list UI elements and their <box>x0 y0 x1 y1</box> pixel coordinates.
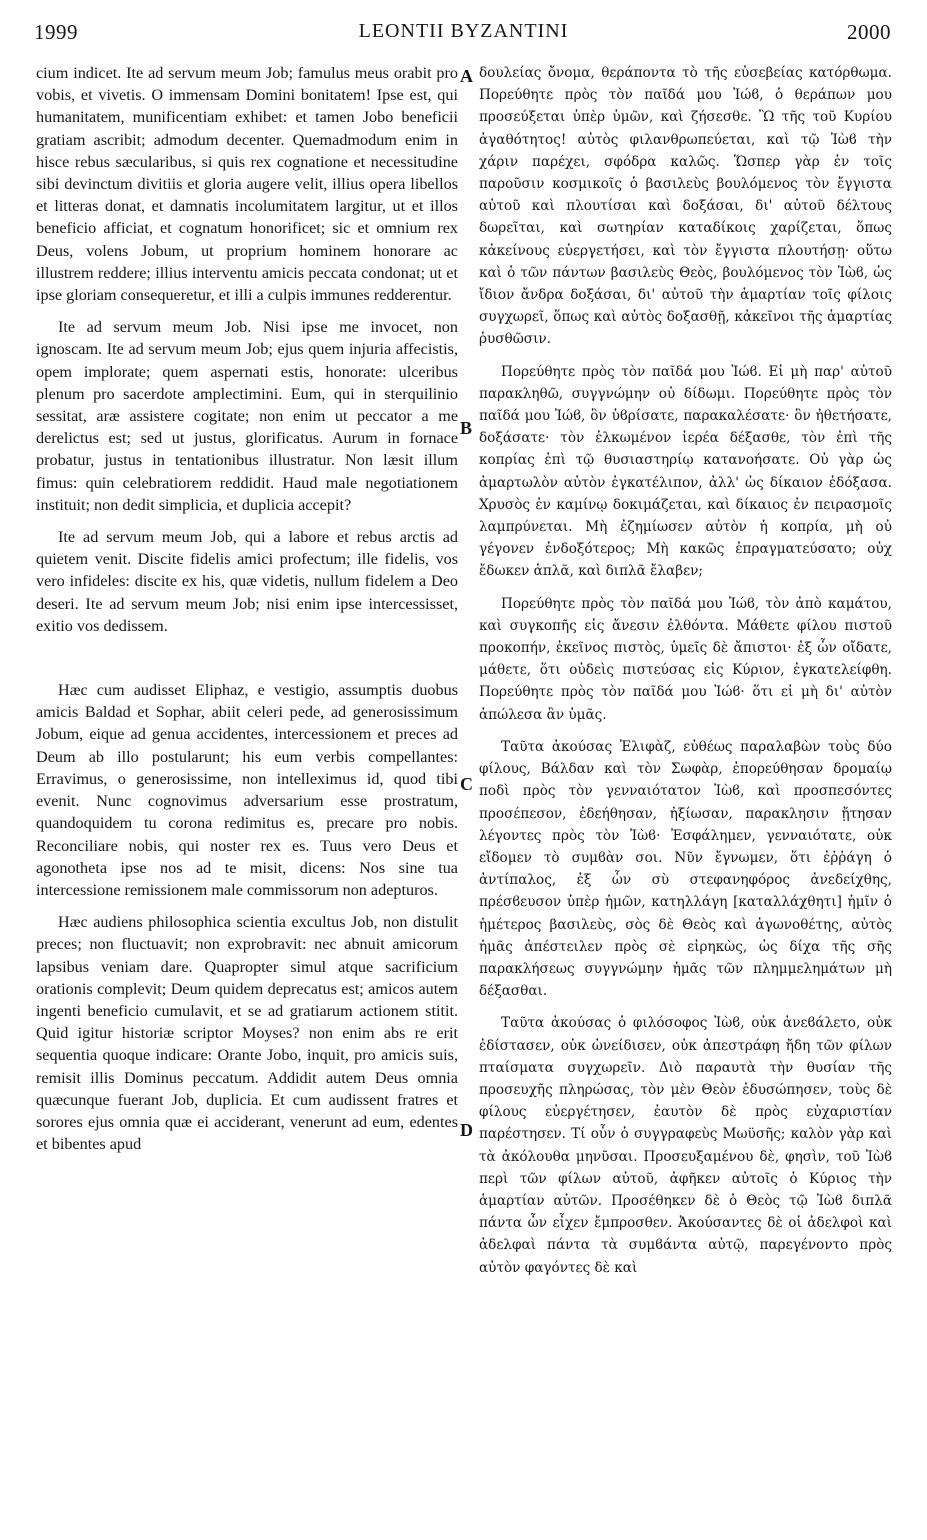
greek-paragraph: δουλείας ὄνομα, θεράποντα τὸ τῆς εὐσεβείας κατόρθωμα. Πορεύθητε πρὸς τὸν παῖδά μου Ἰώϐ, ὁ θεράπων μου προσεύξεται ὑπὲρ ὑμῶν, καὶ ζήσεσθε. Ὢ τῆς τοῦ Κυρίου ἀγαθότητος! αὐτὸς φιλανθρωπεύεται, καὶ τῷ Ἰὼϐ τὴν χάριν παρέχει, σφόδρα καλῶς. Ὥσπερ γὰρ ἐν τοῖς παροῦσιν κοσμικοῖς ὁ βασιλεὺς βουλόμενος τὸν ἔγγιστα αὐτοῦ καὶ πλουτίσαι καὶ δοξάσαι, δι' αὐτοῦ δέλτους δωρεῖται, καὶ σωτηρίαν καταδίκοις χαρίζεται, ὅπως κἀκείνους εὐεργετήσει, καὶ τὸν ἔγγιστα πλουτήσῃ· οὕτω καὶ ὁ τῶν πάντων βασιλεὺς Θεὸς, βουλόμενος τὸν Ἰὼϐ, ὡς ἴδιον ἄνδρα δοξάσαι, δι' αὐτοῦ τὴν ἁμαρτίαν τοῖς φίλοις συγχωρεῖ, ὅπως καὶ αὐτὸς δοξασθῇ, κἀκεῖνοι τῆς ἁμαρτίας ῥυσθῶσιν. <box>479 65 892 348</box>
column-number-right: 2000 <box>847 20 891 44</box>
greek-paragraph: Ταῦτα ἀκούσας ὁ φιλόσοφος Ἰὼϐ, οὐκ ἀνεϐάλετο, οὐκ ἐδίστασεν, οὐκ ὠνείδισεν, οὐκ ἀπεστράφη ἤδη τῶν φίλων πταίσματα συγχωρεῖν. Διὸ παραυτὰ τὴν θυσίαν τῆς προσευχῆς πληρώσας, τὸν μὲν Θεὸν ἐδυσώπησεν, τοὺς δὲ φίλους εὐεργέτησεν, ἑαυτὸν δὲ πρὸς εὐχαριστίαν παρέστησεν. Τί οὖν ὁ συγγραφεὺς Μωϋσῆς; καλὸν γὰρ καὶ τὰ ἀκόλουθα μηνῦσαι. Προσευξαμένου δὲ, φησὶν, τοῦ Ἰὼϐ περὶ τῶν φίλων αὐτοῦ, ἀφῆκεν αὐτοῖς ὁ Κύριος τὴν ἁμαρτίαν αὐτῶν. Προσέθηκεν δὲ ὁ Θεὸς τῷ Ἰὼϐ διπλᾶ πάντα ὧν εἶχεν ἔμπροσθεν. Ἀκούσαντες δὲ οἱ ἀδελφοὶ καὶ ἀδελφαὶ πάντα τὰ συμϐάντα αὐτῷ, παρεγένοντο πρὸς αὐτὸν φαγόντες δὲ καὶ <box>479 1015 892 1276</box>
greek-paragraph: Πορεύθητε πρὸς τὸν παῖδά μου Ἰώϐ. Εἰ μὴ παρ' αὐτοῦ παρακληθῶ, συγγνώμην οὐ δίδωμι. Πορεύθητε πρὸς τὸν παῖδά μου Ἰώϐ, ὃν ὑϐρίσατε, παρακαλέσατε· ὃν ἠθετήσατε, δοξάσατε· τὸν ἑλκωμένον ἱερέα δέξασθε, τὸν ἐπὶ τῆς κοπρίας ἐπὶ τῷ θυσιαστηρίῳ κατανοήσατε. Οὐ γὰρ ὡς ἁμαρτωλὸν αὐτὸν ἐγκατέλιπον, ἀλλ' ὡς δίκαιον ἐδόξασα. Χρυσὸς ἐν καμίνῳ δοκιμάζεται, καὶ δίκαιος ἐν πειρασμοῖς λαμπρύνεται. Μὴ ἐζημίωσεν αὐτὸν ἡ κοπρία, μὴ οὐ γέγονεν ἐνδοξότερος; Μὴ κακῶς ἐπραγματεύσατο; οὐχ ἔδωκεν ἁπλᾶ, καὶ διπλᾶ ἔλαβεν; <box>479 363 892 580</box>
latin-column <box>36 62 458 1155</box>
section-marker-a: A <box>460 66 473 86</box>
section-marker-c: C <box>460 774 473 794</box>
latin-paragraph: Hæc audiens philosophica scientia excultus Job, non distulit preces; non fluctuavit; non exprobravit: nec abnuit amicorum lapsibus veniam dare. Quapropter simul atque sacrificium orationis complevit; Deum quidem deprecatus est; amicos autem ingenti beneficio cumulavit, et se ad gratiarum actionem stitit. Quid igitur historiæ scriptor Moyses? non enim abs re erit sequentia quoque indicare: Orante Jobo, inquit, pro amicis suis, remisit illis Dominus peccatum. Addidit autem Deus omnia quæcunque fuerant Job, duplicia. Et cum audissent fratres et sorores ejus omnia quæ ei acciderant, venerunt ad eum, edentes et bibentes apud <box>36 913 458 1154</box>
greek-column <box>479 62 892 1279</box>
latin-paragraph: Ite ad servum meum Job, qui a labore et rebus arctis ad quietem venit. Discite fidelis amici profectum; ille fidelis, vos vero infideles: discite ex his, quæ videtis, nullum fidelem a Deo deseri. Ite ad servum meum Job; nisi enim ipse intercessisset, exitio vos dedissem. <box>36 528 458 635</box>
greek-paragraph: Ταῦτα ἀκούσας Ἐλιφὰζ, εὐθέως παραλαβὼν τοὺς δύο φίλους, Βάλδαν καὶ τὸν Σωφὰρ, ἐπορεύθησαν δρομαίῳ ποδὶ πρὸς τὸν γενναιότατον Ἰὼϐ, καὶ προσπεσόντες προσέπεσον, ἐδεήθησαν, ἠξίωσαν, παρακλησιν ᾔτησαν λέγοντες πρὸς τὸν Ἰὼϐ· Ἐσφάλημεν, γενναιότατε, οὐκ εἴδομεν τὸ συμϐὰν σοι. Νῦν ἔγνωμεν, ὅτι ἐῤῥάγη ὁ ἀντίπαλος, ἐξ ὧν σὺ στεφανηφόρος ἀνεδείχθης, πρέσϐευσον ὑπὲρ ἡμῶν, κατηλλάγη [καταλλάχθητι] ἡμῖν ὁ ἡμέτερος βασιλεὺς, σὸς δὲ Θεὸς καὶ ἀγωνοθέτης, αὐτὸς ἡμᾶς ἀπέστειλεν πρὸς σὲ εἰρηκὼς, ὡς δίχα τῆς σῆς παρακλήσεως συγγνώμην ἡμᾶς τῶν πλημμελημάτων μὴ δέξασθαι. <box>479 738 892 1000</box>
section-marker-b: B <box>460 418 473 438</box>
latin-paragraph: Hæc cum audisset Eliphaz, e vestigio, assumptis duobus amicis Baldad et Sophar, abiit celeri pede, ad generosissimum Jobum, eique ad genua accidentes, intercessionem et preces ad Deum ab illo postularunt; his eum verbis compellantes: Erravimus, o generosissime, non intelleximus id, quod tibi evenit. Nunc cognovimus adversarium esse prostratum, quandoquidem tu corona redimitus es, precare pro nobis. Reconciliare nobis, qui noster rex es. Tuus vero Deus et agonotheta ipse nos ad te misit, dicens: Nos sine tua intercessione remissionem male commissorum non adepturos. <box>36 681 458 899</box>
latin-paragraph: cium indicet. Ite ad servum meum Job; famulus meus orabit pro vobis, et vivetis. O immensam Domini bonitatem! Ipse est, qui humanitatem, munificentiam exhibet: et tamen Jobo beneficii gratiam ascribit; admodum decenter. Quemadmodum enim in hisce rebus sæcularibus, si quis rex cognatione et necessitudine sibi devinctum divitiis et gloria augere velit, illius opera libellos et litteras donat, et damnatis incolumitatem largitur, ut et illos beneficio afficiat, et cognatum honorificet; sic et omnium rex Deus, volens Jobum, ut proprium hominem honorare ac illustrem reddere; illius interventu amicis peccata condonat; ut et ipse gloriam consequeretur, et illi a culpis immunes redderentur. <box>36 64 458 305</box>
section-marker-d: D <box>460 1120 473 1140</box>
running-title: LEONTII BYZANTINI <box>358 20 569 42</box>
greek-paragraph: Πορεύθητε πρὸς τὸν παῖδά μου Ἰώϐ, τὸν ἀπὸ καμάτου, καὶ συγκοπῆς εἰς ἄνεσιν ἐλθόντα. Μάθετε φίλου πιστοῦ προκοπήν, ἐκεῖνος πιστὸς, ὑμεῖς δὲ ἄπιστοι· ἐξ ὧν οἴδατε, μάθετε, ὅτι οὐδεὶς πιστεύσας εἰς Κύριον, ἐγκατελείφθη. Πορεύθητε πρὸς τὸν παῖδά μου Ἰώϐ· ὅτι εἰ μὴ δι' αὐτὸν ἀπώλεσα ἂν ὑμᾶς. <box>479 595 892 723</box>
column-number-left: 1999 <box>34 20 78 44</box>
latin-paragraph: Ite ad servum meum Job. Nisi ipse me invocet, non ignoscam. Ite ad servum meum Job; ejus quem injuria affecistis, opem implorate; quem aspernati estis, honorate: ulceribus plenum pro sacerdote amplectimini. Eum, qui in sterquilinio sessitat, aræ assistere cogitate; non enim ut peccator a me derelictus est; sed ut justus, glorificatus. Aurum in fornace probatur, justus in tentationibus illustratur. Non læsit illum fimus: quin celebratiorem reddidit. Haud male negotiationem instituit; non dedit simplicia, et duplicia accepit? <box>36 318 458 514</box>
